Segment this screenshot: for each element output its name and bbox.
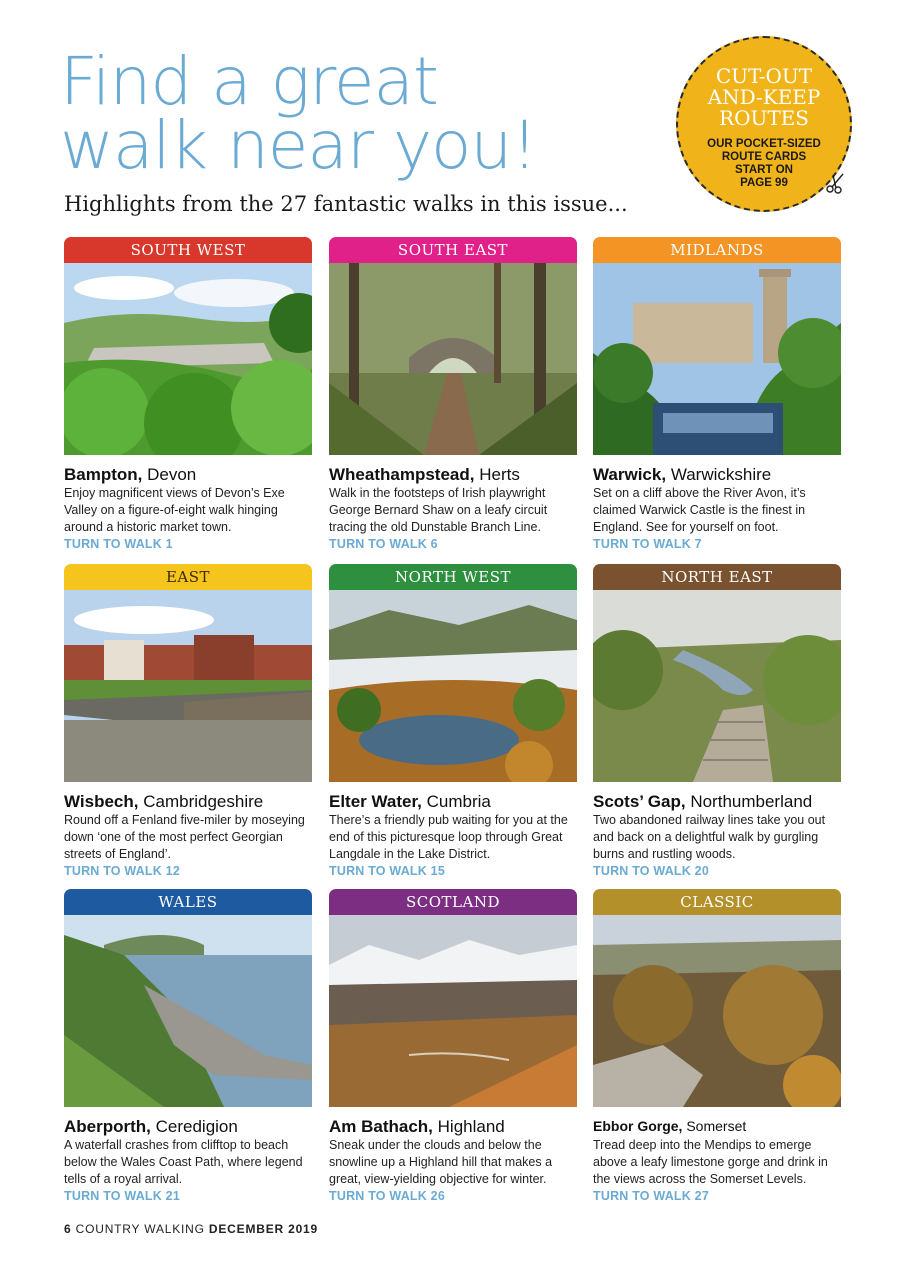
badge-title-line: ROUTES (719, 106, 809, 130)
walk-county: Devon (147, 465, 197, 484)
walk-location (64, 1117, 312, 1136)
walk-card-scots-gap (593, 564, 841, 880)
turn-to-walk: TURN TO WALK 6 (329, 537, 438, 551)
walk-county: Northumberland (690, 792, 813, 811)
region-banner: EAST (64, 564, 312, 590)
badge-sub-line: PAGE 99 (740, 177, 788, 189)
walk-photo-scots-gap (593, 590, 841, 782)
walk-photo-aberporth (64, 915, 312, 1107)
walk-place: Elter Water, (329, 792, 422, 811)
walk-place: Ebbor Gorge, (593, 1118, 683, 1134)
walk-description: Round off a Fenland five-miler by moseying down ‘one of the most perfect Georgian streets of England’. (64, 813, 305, 861)
walk-photo-wisbech (64, 590, 312, 782)
badge-title (678, 66, 850, 129)
walk-location (329, 1117, 577, 1136)
walk-location (329, 792, 577, 811)
walk-card-elter-water (329, 564, 577, 880)
walk-photo-wheathampstead (329, 263, 577, 455)
walk-photo-am-bathach (329, 915, 577, 1107)
walk-county: Warwickshire (670, 465, 772, 484)
walk-county: Cambridgeshire (143, 792, 264, 811)
issue-date: DECEMBER 2019 (208, 1222, 319, 1236)
walk-county: Herts (479, 465, 520, 484)
turn-to-walk: TURN TO WALK 21 (64, 1189, 180, 1203)
region-banner: NORTH EAST (593, 564, 841, 590)
walk-description: There’s a friendly pub waiting for you at the end of this picturesque loop through Great Langdale in the Lake District. (329, 813, 568, 861)
walk-description: Enjoy magnificent views of Devon’s Exe Valley on a figure-of-eight walk hinging around a historic market town. (64, 486, 285, 534)
walk-location (64, 465, 312, 484)
walk-description: Set on a cliff above the River Avon, it’s claimed Warwick Castle is the finest in England. See for yourself on foot. (593, 486, 806, 534)
turn-to-walk: TURN TO WALK 1 (64, 537, 173, 551)
walk-location (593, 792, 841, 811)
walk-description: A waterfall crashes from clifftop to beach below the Wales Coast Path, where legend tells of a royal arrival. (64, 1138, 303, 1186)
scissors-icon (824, 172, 846, 194)
region-banner: SOUTH WEST (64, 237, 312, 263)
walk-county: Ceredigion (155, 1117, 238, 1136)
page-footer (64, 1222, 318, 1236)
walk-place: Wisbech, (64, 792, 139, 811)
headline-line-1: Find a great (60, 43, 438, 120)
turn-to-walk: TURN TO WALK 12 (64, 864, 180, 878)
region-banner: MIDLANDS (593, 237, 841, 263)
badge-title-line: AND-KEEP (707, 85, 821, 109)
cut-out-badge (676, 36, 852, 212)
walk-place: Aberporth, (64, 1117, 151, 1136)
badge-sub-line: START ON (735, 164, 793, 176)
walk-place: Bampton, (64, 465, 143, 484)
magazine-name: COUNTRY WALKING (75, 1222, 205, 1236)
walk-photo-elter-water (329, 590, 577, 782)
region-banner: CLASSIC (593, 889, 841, 915)
walk-description: Walk in the footsteps of Irish playwright George Bernard Shaw on a leafy circuit tracing the old Dunstable Branch Line. (329, 486, 548, 534)
badge-sub-line: ROUTE CARDS (721, 151, 807, 163)
walk-place: Am Bathach, (329, 1117, 433, 1136)
walk-county: Somerset (686, 1118, 747, 1134)
headline-line-2: walk near you! (60, 107, 537, 184)
walk-card-bampton (64, 237, 312, 553)
walk-place: Warwick, (593, 465, 667, 484)
subheading: Highlights from the 27 fantastic walks in this issue... (64, 192, 628, 216)
turn-to-walk: TURN TO WALK 26 (329, 1189, 445, 1203)
turn-to-walk: TURN TO WALK 15 (329, 864, 445, 878)
region-banner: WALES (64, 889, 312, 915)
turn-to-walk: TURN TO WALK 27 (593, 1189, 709, 1203)
turn-to-walk: TURN TO WALK 20 (593, 864, 709, 878)
walk-location (329, 465, 577, 484)
walk-place: Scots’ Gap, (593, 792, 686, 811)
walk-card-warwick (593, 237, 841, 553)
page-number: 6 (64, 1222, 72, 1236)
region-banner: SCOTLAND (329, 889, 577, 915)
badge-sub-line: OUR POCKET-SIZED (707, 138, 821, 150)
walk-county: Highland (437, 1117, 505, 1136)
walk-location (593, 1117, 841, 1136)
walk-location (64, 792, 312, 811)
walk-card-am-bathach (329, 889, 577, 1205)
badge-title-line: CUT-OUT (715, 64, 813, 88)
walk-description: Two abandoned railway lines take you out and back on a delightful walk by gurgling burns and rustling woods. (593, 813, 826, 861)
walk-photo-ebbor-gorge (593, 915, 841, 1107)
turn-to-walk: TURN TO WALK 7 (593, 537, 702, 551)
walk-card-aberporth (64, 889, 312, 1205)
walk-card-ebbor-gorge (593, 889, 841, 1205)
walk-card-wisbech (64, 564, 312, 880)
walk-card-wheathampstead (329, 237, 577, 553)
region-banner: SOUTH EAST (329, 237, 577, 263)
walk-description: Sneak under the clouds and below the snowline up a Highland hill that makes a great, view-yielding objective for winter. (329, 1138, 553, 1186)
headline (60, 43, 537, 184)
walk-location (593, 465, 841, 484)
walk-photo-bampton (64, 263, 312, 455)
walk-county: Cumbria (426, 792, 491, 811)
region-banner: NORTH WEST (329, 564, 577, 590)
walk-photo-warwick (593, 263, 841, 455)
walk-description: Tread deep into the Mendips to emerge above a leafy limestone gorge and drink in the views across the Somerset Levels. (593, 1138, 828, 1186)
walk-place: Wheathampstead, (329, 465, 475, 484)
